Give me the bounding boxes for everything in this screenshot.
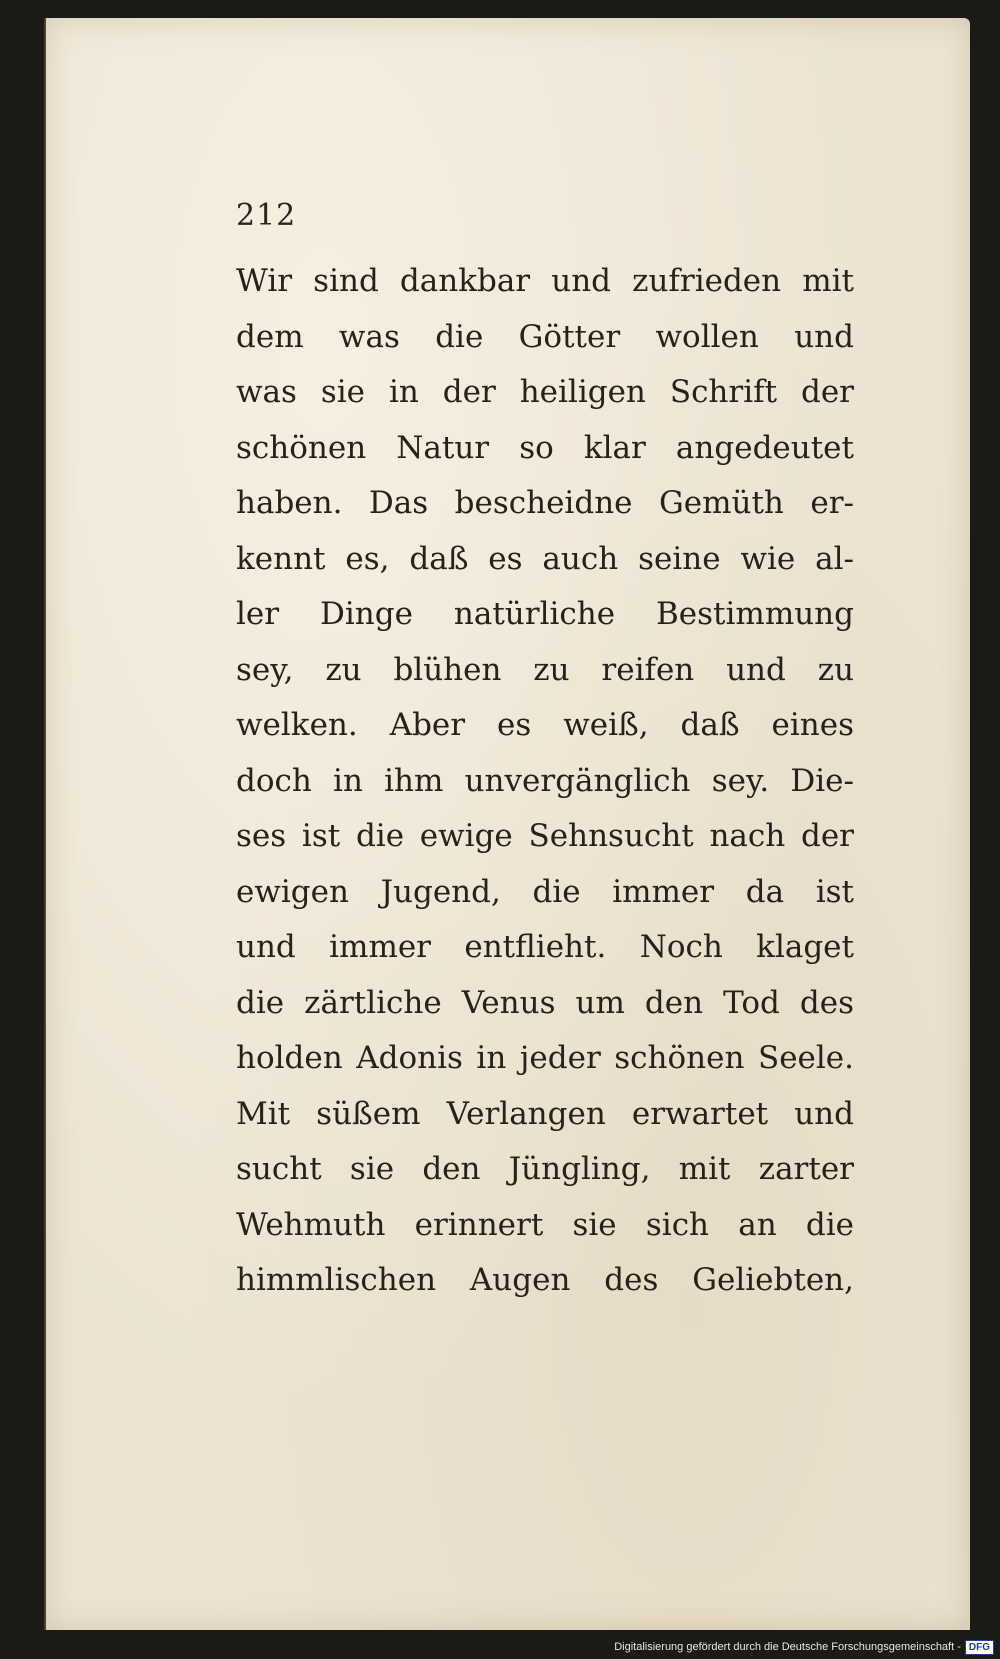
body-text [236, 254, 854, 1309]
dfg-logo: DFG [965, 1640, 994, 1655]
text-line: die zärtliche Venus um den Tod des [236, 984, 854, 1021]
text-line: himmlischen Augen des Geliebten, [236, 1262, 854, 1298]
text-line: doch in ihm unvergänglich sey. Die- [236, 762, 854, 799]
text-line: und immer entflieht. Noch klaget [236, 929, 854, 965]
text-line: ses ist die ewige Sehnsucht nach der [236, 818, 854, 854]
text-line: haben. Das bescheidne Gemüth er- [236, 485, 854, 521]
text-line: kennt es, daß es auch seine wie al- [236, 540, 854, 577]
text-line: Mit süßem Verlangen erwartet und [236, 1095, 854, 1132]
text-line: sey, zu blühen zu reifen und zu [236, 651, 854, 688]
text-line: dem was die Götter wollen und [236, 318, 854, 355]
text-line: Wir sind dankbar und zufrieden mit [236, 263, 854, 299]
text-line: was sie in der heiligen Schrift der [236, 374, 854, 410]
text-line: ler Dinge natürliche Bestimmung [236, 596, 854, 632]
text-line: welken. Aber es weiß, daß eines [236, 707, 854, 743]
page-number: 212 [236, 198, 297, 233]
text-line: ewigen Jugend, die immer da ist [236, 873, 854, 910]
text-line: sucht sie den Jüngling, mit zarter [236, 1151, 854, 1187]
text-line: Wehmuth erinnert sie sich an die [236, 1206, 854, 1243]
credit-text: Digitalisierung gefördert durch die Deutsche Forschungsgemeinschaft - [614, 1641, 961, 1653]
text-line: holden Adonis in jeder schönen Seele. [236, 1040, 854, 1076]
text-line: schönen Natur so klar angedeutet [236, 429, 854, 466]
digitization-credit [614, 1637, 994, 1657]
